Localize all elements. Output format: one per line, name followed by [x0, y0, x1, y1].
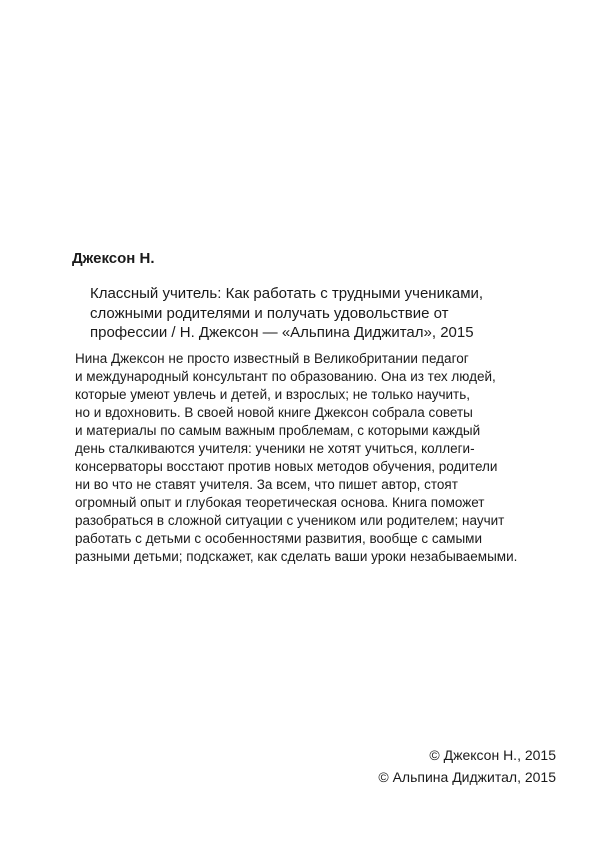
abstract-line: консерваторы восстают против новых методов обучения, родители: [75, 459, 498, 474]
copyright-publisher: © Альпина Диджитал, 2015: [378, 769, 556, 785]
author-heading: Джексон Н.: [72, 250, 155, 267]
abstract-line: огромный опыт и глубокая теоретическая основа. Книга поможет: [75, 495, 485, 510]
abstract-line: Нина Джексон не просто известный в Великобритании педагог: [75, 351, 469, 366]
abstract-line: ни во что не ставят учителя. За всем, что пишет автор, стоят: [75, 477, 458, 492]
abstract-line: но и вдохновить. В своей новой книге Джексон собрала советы: [75, 405, 473, 420]
bibliographic-record: [90, 284, 560, 343]
bibliographic-line: профессии / Н. Джексон — «Альпина Диджитал», 2015: [90, 324, 474, 341]
copyright-author: © Джексон Н., 2015: [429, 747, 556, 763]
bibliographic-line: Классный учитель: Как работать с трудными учениками,: [90, 285, 484, 302]
abstract-line: и международный консультант по образованию. Она из тех людей,: [75, 369, 496, 384]
copyright-block: [378, 744, 556, 788]
abstract-line: разными детьми; подскажет, как сделать ваши уроки незабываемыми.: [75, 549, 518, 564]
abstract-line: работать с детьми с особенностями развития, вообще с самыми: [75, 531, 482, 546]
abstract-line: разобраться в сложной ситуации с учеником или родителем; научит: [75, 513, 505, 528]
abstract-line: и материалы по самым важным проблемам, с которыми каждый: [75, 423, 481, 438]
abstract-line: которые умеют увлечь и детей, и взрослых; не только научить,: [75, 387, 470, 402]
abstract-line: день сталкиваются учителя: ученики не хотят учиться, коллеги-: [75, 441, 475, 456]
bibliographic-line: сложными родителями и получать удовольствие от: [90, 304, 449, 322]
abstract-paragraph: [75, 350, 555, 566]
